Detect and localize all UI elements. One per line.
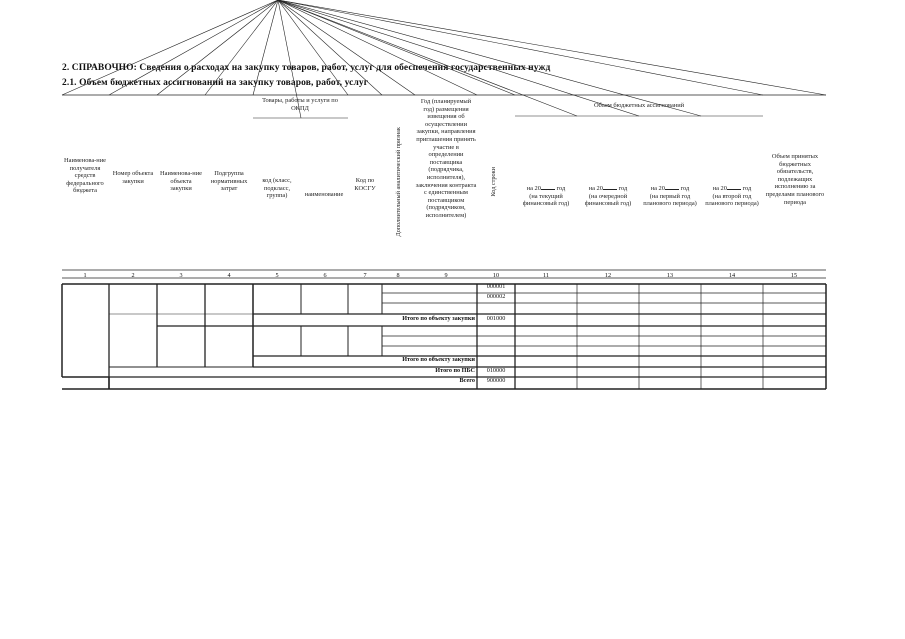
row-code-cell: 000002	[486, 293, 506, 300]
grid-line	[205, 0, 278, 95]
column-number: 15	[790, 272, 798, 279]
grid-line	[278, 0, 515, 95]
column-number: 2	[131, 272, 135, 279]
column-number: 3	[179, 272, 183, 279]
row-code-cell: 010000	[486, 367, 506, 374]
column-number: 14	[728, 272, 736, 279]
column-number: 5	[275, 272, 279, 279]
column-number: 9	[444, 272, 448, 279]
header-budget-group: Объем бюджетных ассигнований	[593, 102, 685, 109]
header-first-plan-year: на 20 год (на первый год планового периода)	[643, 185, 697, 208]
header-kosgu: Код по КОСГУ	[354, 177, 376, 192]
grid-line	[157, 0, 278, 95]
header-recipient: Наименова-ние получателя средств федерального бюджета	[64, 157, 106, 195]
purchase-total-label: Итого по объекту закупки	[402, 356, 475, 363]
grid-line	[62, 0, 278, 95]
grand-total-label: Всего	[459, 377, 475, 384]
header-okpd-code: код (класс, подкласс, группа)	[262, 177, 292, 200]
grid-line	[278, 0, 415, 95]
grid-line	[253, 0, 278, 95]
grid-line	[278, 0, 826, 95]
header-okpd-name: наименование	[304, 191, 344, 198]
column-number: 7	[363, 272, 367, 279]
header-okpd-group: Товары, работы и услуги по ОКПД	[262, 97, 338, 112]
column-number: 10	[492, 272, 500, 279]
header-purchase-number: Номер объекта закупки	[112, 170, 154, 185]
column-number: 8	[396, 272, 400, 279]
grid-line	[278, 0, 477, 95]
column-number: 11	[543, 272, 549, 279]
row-code-cell: 000001	[486, 283, 506, 290]
grid-line	[278, 0, 763, 95]
row-code-cell: 900000	[486, 377, 506, 384]
header-current-year: на 20 год (на текущий финансовый год)	[522, 185, 570, 208]
header-next-year: на 20 год (на очередной финансовый год)	[584, 185, 632, 208]
column-number: 1	[83, 272, 87, 279]
header-purchase-name: Наименова-ние объекта закупки	[160, 170, 202, 193]
row-code-cell: 001000	[486, 315, 506, 322]
header-placement-year: Год (планируемый год) размещения извещения об осуществлении закупки, направления приглашения принять участие в определении поставщика (подрядчика, исполнителя), заключения контракта с единственным поставщиком (подрядчиком, исполнителем)	[415, 98, 477, 219]
column-number: 12	[604, 272, 612, 279]
section-subtitle: 2.1. Объем бюджетных ассигнований на закупку товаров, работ, услуг	[62, 78, 369, 88]
header-obligations-beyond: Объем принятых бюджетных обязательств, подлежащих исполнению за пределами планового периода	[765, 153, 825, 206]
column-number: 4	[227, 272, 231, 279]
pbs-total-label: Итого по ПБС	[435, 367, 475, 374]
header-row-code: Код строки	[490, 167, 498, 197]
header-extra-sign: Дополнительный аналитический признак	[395, 127, 403, 237]
section-title: 2. СПРАВОЧНО: Сведения о расходах на закупку товаров, работ, услуг для обеспечения государственных нужд	[62, 63, 551, 73]
header-normative-subgroup: Подгруппа нормативных затрат	[210, 170, 248, 193]
purchase-total-label: Итого по объекту закупки	[402, 315, 475, 322]
column-number: 6	[323, 272, 327, 279]
header-second-plan-year: на 20 год (на второй год планового периода)	[705, 185, 759, 208]
column-number: 13	[666, 272, 674, 279]
grid-line	[109, 0, 278, 95]
